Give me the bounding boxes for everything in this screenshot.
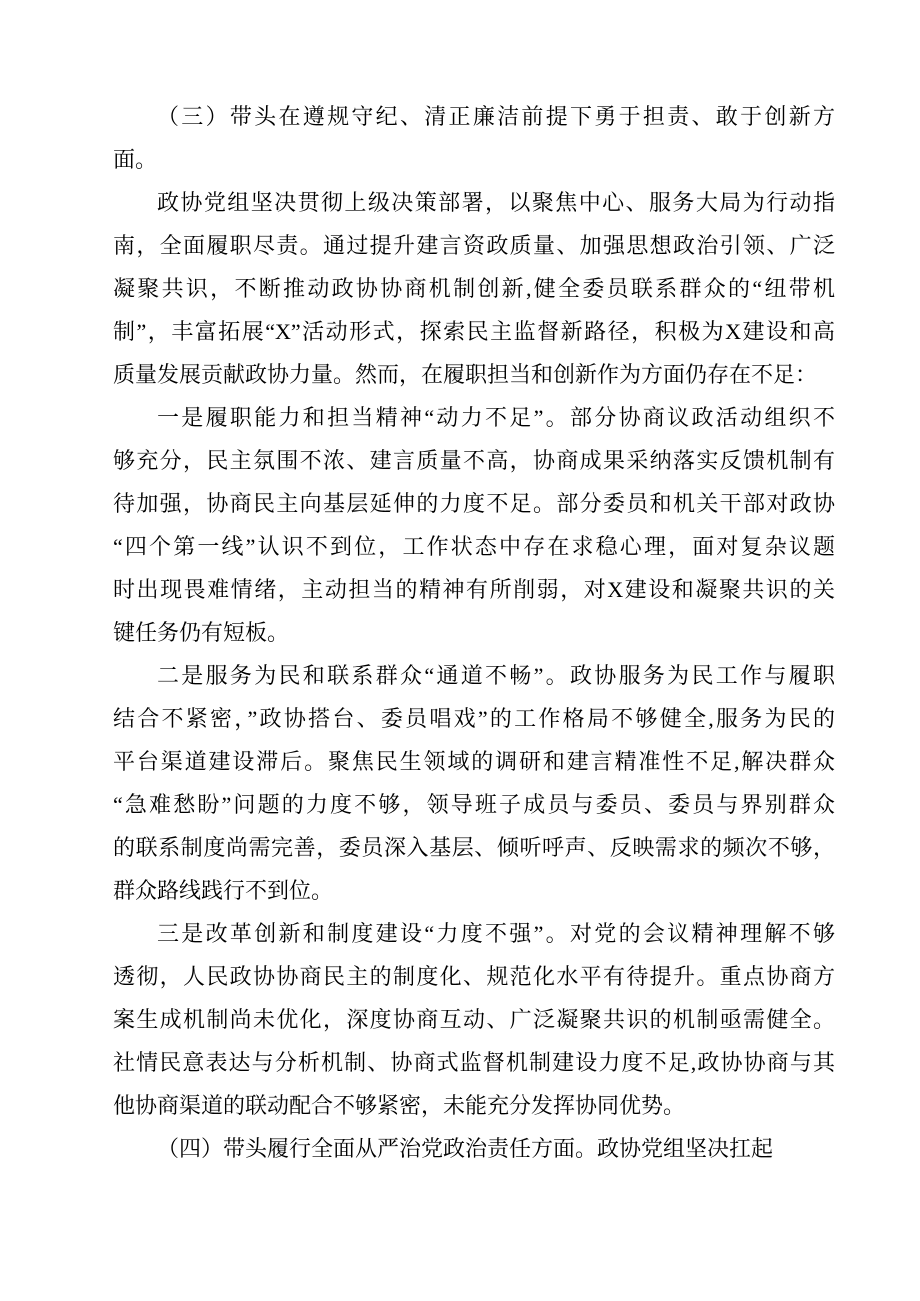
text-line: 群众路线践行不到位。 <box>113 878 334 903</box>
text-line: “急难愁盼”问题的力度不够，领导班子成员与委员、委员与界别群众 <box>113 792 835 817</box>
text-line: 面。 <box>113 147 158 172</box>
document-body <box>113 95 835 1170</box>
text-line: 一是履职能力和担当精神“动力不足”。部分协商议政活动组织不 <box>157 405 835 430</box>
text-line: 够充分，民主氛围不浓、建言质量不高，协商成果采纳落实反馈机制有 <box>113 448 835 473</box>
text-line: 平台渠道建设滞后。聚焦民生领域的调研和建言精准性不足,解决群众 <box>113 749 835 774</box>
section-heading-paragraph <box>113 95 835 181</box>
body-paragraph <box>113 181 835 396</box>
text-line: 二是服务为民和联系群众“通道不畅”。政协服务为民工作与履职 <box>157 663 835 688</box>
text-line: 时出现畏难情绪，主动担当的精神有所削弱，对X建设和凝聚共识的关 <box>113 577 835 602</box>
text-line: 键任务仍有短板。 <box>113 620 290 645</box>
text-line: 南，全面履职尽责。通过提升建言资政质量、加强思想政治引领、广泛 <box>113 233 835 258</box>
section-heading-paragraph <box>113 1127 835 1170</box>
text-line: 待加强，协商民主向基层延伸的力度不足。部分委员和机关干部对政协 <box>113 491 835 516</box>
body-paragraph <box>113 654 835 912</box>
body-paragraph <box>113 396 835 654</box>
body-paragraph <box>113 912 835 1127</box>
text-line: 三是改革创新和制度建设“力度不强”。对党的会议精神理解不够 <box>157 921 835 946</box>
text-line: “四个第一线”认识不到位，工作状态中存在求稳心理，面对复杂议题 <box>113 534 835 559</box>
text-line: （四）带头履行全面从严治党政治责任方面。政协党组坚决扛起 <box>157 1136 774 1161</box>
text-line: 制”，丰富拓展“X”活动形式，探索民主监督新路径，积极为X建设和高 <box>113 319 835 344</box>
text-line: 凝聚共识，不断推动政协协商机制创新,健全委员联系群众的“纽带机 <box>113 276 835 301</box>
text-line: 质量发展贡献政协力量。然而，在履职担当和创新作为方面仍存在不足： <box>113 362 818 387</box>
text-line: （三）带头在遵规守纪、清正廉洁前提下勇于担责、敢于创新方 <box>157 104 835 129</box>
text-line: 政协党组坚决贯彻上级决策部署，以聚焦中心、服务大局为行动指 <box>157 190 835 215</box>
text-line: 透彻，人民政协协商民主的制度化、规范化水平有待提升。重点协商方 <box>113 964 835 989</box>
text-line: 结合不紧密，”政协搭台、委员唱戏”的工作格局不够健全,服务为民的 <box>113 706 835 731</box>
text-line: 社情民意表达与分析机制、协商式监督机制建设力度不足,政协协商与其 <box>113 1050 835 1075</box>
text-line: 的联系制度尚需完善，委员深入基层、倾听呼声、反映需求的频次不够， <box>113 835 835 860</box>
text-line: 他协商渠道的联动配合不够紧密，未能充分发挥协同优势。 <box>113 1093 686 1118</box>
text-line: 案生成机制尚未优化，深度协商互动、广泛凝聚共识的机制亟需健全。 <box>113 1007 835 1032</box>
